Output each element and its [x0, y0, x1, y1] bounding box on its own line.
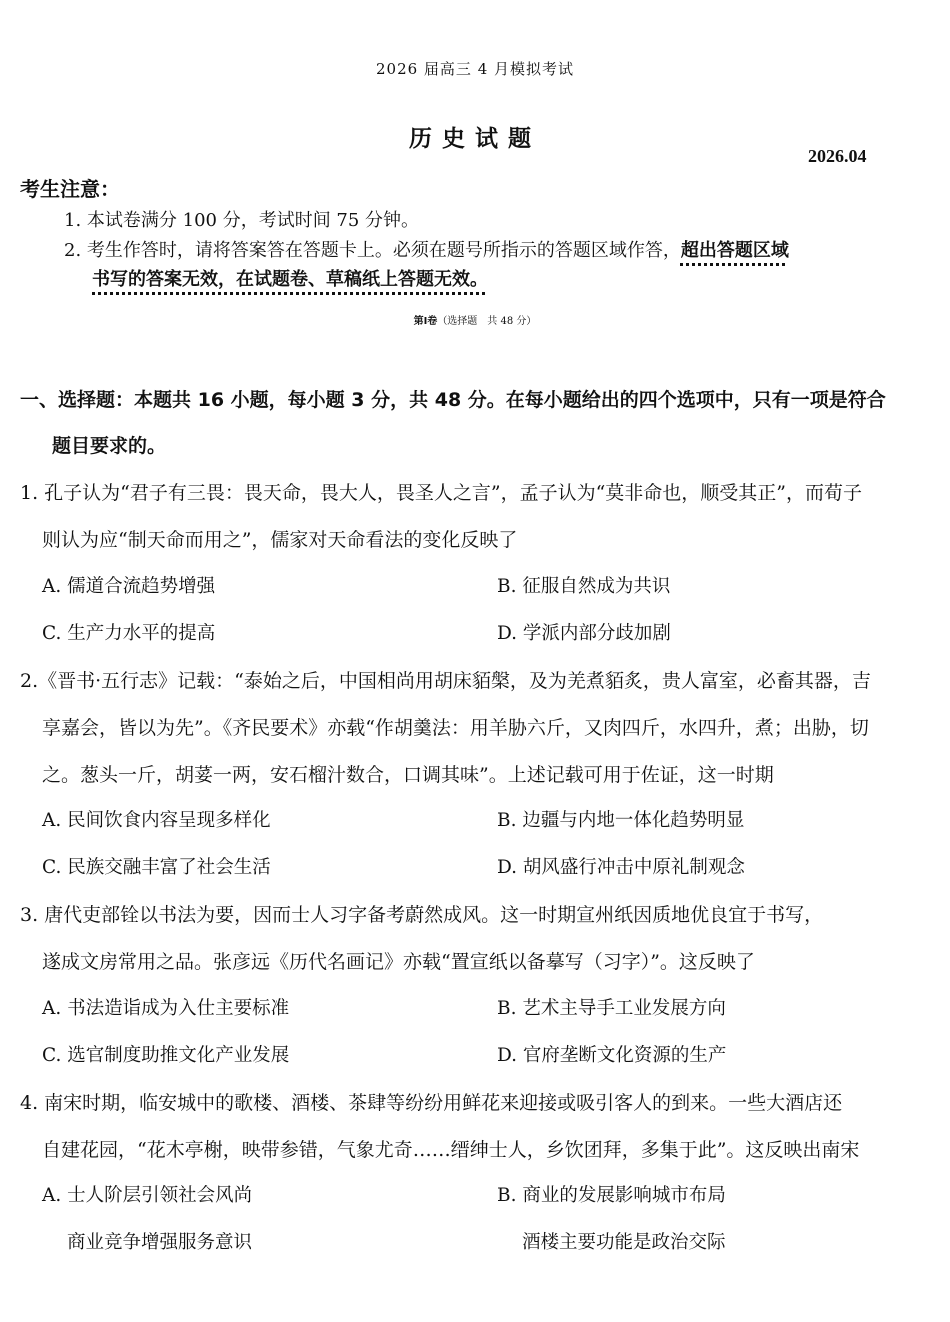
notice-item-2-prefix: 2. 考生作答时，请将答案答在答题卡上。必须在题号所指示的答题区域作答，	[64, 240, 681, 261]
question-2-line-1: 2.《晋书·五行志》记载：“泰始之后，中国相尚用胡床貊槃，及为羌煮貊炙，贵人富室，必畜其器，吉	[20, 670, 871, 692]
notice-emphasis-a: 超出答题区域	[680, 240, 789, 261]
question-4-line-1: 4. 南宋时期，临安城中的歌楼、酒楼、茶肆等纷纷用鲜花来迎接或吸引客人的到来。一些大酒店还	[20, 1092, 843, 1114]
part-title: 第Ⅰ卷	[413, 316, 438, 327]
exam-date: 2026.04	[808, 146, 867, 166]
question-2-line-3: 之。葱头一斤，胡荽一两，安石榴汁数合，口调其味”。上述记载可用于佐证，这一时期	[42, 764, 774, 786]
notice-emphasis-b: 书写的答案无效，在试题卷、草稿纸上答题无效。	[92, 269, 488, 290]
question-1-option-a[interactable]: A. 儒道合流趋势增强	[42, 576, 216, 597]
section-instruction-line-1: 一、选择题：本题共 16 小题，每小题 3 分，共 48 分。在每小题给出的四个选项中，只有一项是符合	[20, 389, 886, 411]
question-2-option-a[interactable]: A. 民间饮食内容呈现多样化	[42, 810, 271, 831]
question-2-line-2: 享嘉会，皆以为先”。《齐民要术》亦载“作胡羹法：用羊胁六斤，又肉四斤，水四升，煮；出胁，切	[42, 717, 869, 739]
notice-item-2-continued	[92, 265, 488, 291]
question-3-option-a[interactable]: A. 书法造诣成为入仕主要标准	[42, 998, 290, 1019]
question-3-option-d[interactable]: D. 官府垄断文化资源的生产	[497, 1045, 727, 1066]
question-4-line-2: 自建花园，“花木亭榭，映带参错，气象尤奇……缙绅士人，乡饮团拜，多集于此”。这反映出南宋	[42, 1139, 860, 1161]
question-1-line-2: 则认为应“制天命而用之”，儒家对天命看法的变化反映了	[42, 529, 518, 551]
question-4-option-a[interactable]: A. 士人阶层引领社会风尚	[42, 1185, 253, 1206]
section-instruction-line-2: 题目要求的。	[52, 435, 167, 457]
question-3-line-1: 3. 唐代吏部铨以书法为要，因而士人习字备考蔚然成风。这一时期宣州纸因质地优良宜于书写，	[20, 904, 824, 926]
question-3-option-b[interactable]: B. 艺术主导手工业发展方向	[497, 998, 726, 1019]
question-4-option-b[interactable]: B. 商业的发展影响城市布局	[497, 1185, 726, 1206]
question-1-option-c[interactable]: C. 生产力水平的提高	[42, 623, 216, 644]
question-1-line-1: 1. 孔子认为“君子有三畏：畏天命，畏大人，畏圣人之言”，孟子认为“莫非命也，顺受其正”，而荀子	[20, 482, 863, 504]
question-3-option-c[interactable]: C. 选官制度助推文化产业发展	[42, 1045, 290, 1066]
question-4-option-c[interactable]: 商业竞争增强服务意识	[67, 1232, 253, 1253]
question-1-option-d[interactable]: D. 学派内部分歧加剧	[497, 623, 671, 644]
question-2-option-c[interactable]: C. 民族交融丰富了社会生活	[42, 857, 271, 878]
part-heading	[0, 312, 950, 327]
exam-title: 2026 届高三 4 月模拟考试	[375, 60, 575, 78]
part-subtitle: （选择题 共 48 分）	[437, 316, 537, 327]
question-4-option-d[interactable]: 酒楼主要功能是政治交际	[522, 1232, 726, 1253]
notice-heading: 考生注意：	[20, 177, 120, 201]
notice-item-2	[64, 236, 789, 262]
notice-item-1: 1. 本试卷满分 100 分，考试时间 75 分钟。	[64, 210, 420, 231]
question-3-line-2: 遂成文房常用之品。张彦远《历代名画记》亦载“置宣纸以备摹写（习字）”。这反映了	[42, 951, 755, 973]
question-2-option-b[interactable]: B. 边疆与内地一体化趋势明显	[497, 810, 745, 831]
question-2-option-d[interactable]: D. 胡风盛行冲击中原礼制观念	[497, 857, 745, 878]
question-1-option-b[interactable]: B. 征服自然成为共识	[497, 576, 671, 597]
subject-title: 历史试题	[409, 126, 541, 152]
